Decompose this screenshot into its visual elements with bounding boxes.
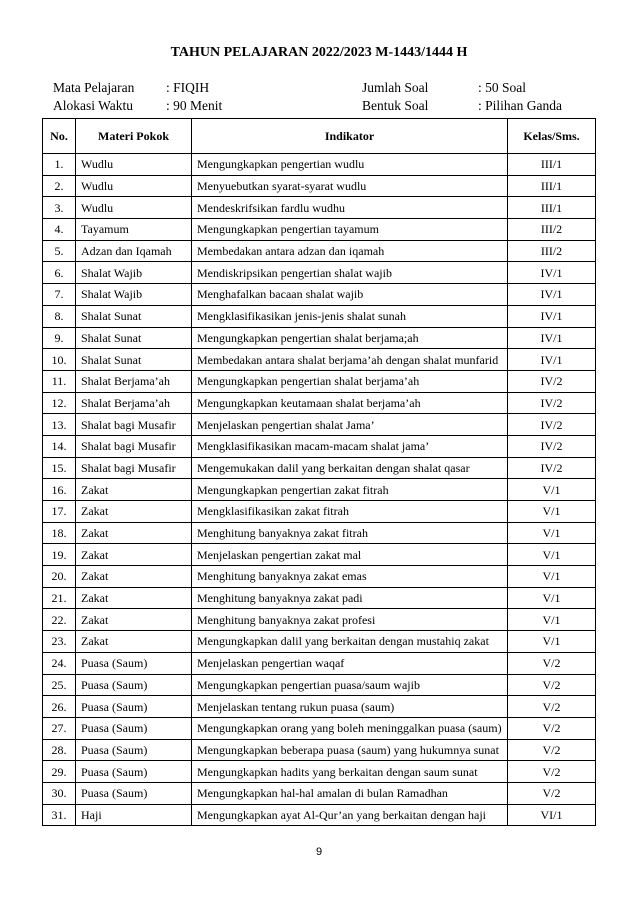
indikator-cell: Menjelaskan tentang rukun puasa (saum) [192, 696, 508, 718]
materi-pokok-cell: Shalat bagi Musafir [76, 435, 192, 457]
mapel-value: : FIQIH [166, 80, 210, 95]
indicator-table [42, 118, 596, 826]
materi-pokok-cell: Wudlu [76, 197, 192, 219]
kelas-cell: IV/2 [508, 457, 596, 479]
materi-pokok-cell: Puasa (Saum) [76, 674, 192, 696]
table-row [43, 696, 596, 718]
meta-row-2 [53, 97, 593, 115]
kelas-cell: V/2 [508, 652, 596, 674]
table-row [43, 349, 596, 371]
kelas-cell: V/1 [508, 566, 596, 588]
indikator-cell: Mengklasifikasikan jenis-jenis shalat sunah [192, 305, 508, 327]
header-kelas: Kelas/Sms. [508, 119, 596, 154]
materi-pokok-cell: Puasa (Saum) [76, 761, 192, 783]
indikator-cell: Menghitung banyaknya zakat fitrah [192, 522, 508, 544]
kelas-cell: IV/2 [508, 370, 596, 392]
header-indikator: Indikator [192, 119, 508, 154]
table-row [43, 435, 596, 457]
kelas-cell: V/1 [508, 631, 596, 653]
kelas-cell: V/2 [508, 739, 596, 761]
indikator-cell: Mengungkapkan pengertian tayamum [192, 219, 508, 241]
materi-pokok-cell: Wudlu [76, 175, 192, 197]
indikator-cell: Menghafalkan bacaan shalat wajib [192, 284, 508, 306]
table-row [43, 284, 596, 306]
indikator-cell: Mengungkapkan pengertian zakat fitrah [192, 479, 508, 501]
materi-pokok-cell: Zakat [76, 587, 192, 609]
table-row [43, 240, 596, 262]
row-number: 21. [43, 587, 76, 609]
materi-pokok-cell: Shalat bagi Musafir [76, 414, 192, 436]
row-number: 20. [43, 566, 76, 588]
table-row [43, 370, 596, 392]
kelas-cell: IV/2 [508, 414, 596, 436]
row-number: 13. [43, 414, 76, 436]
indikator-cell: Menghitung banyaknya zakat emas [192, 566, 508, 588]
table-row [43, 175, 596, 197]
materi-pokok-cell: Shalat Sunat [76, 327, 192, 349]
row-number: 27. [43, 717, 76, 739]
materi-pokok-cell: Shalat Sunat [76, 349, 192, 371]
indikator-cell: Mengemukakan dalil yang berkaitan dengan shalat qasar [192, 457, 508, 479]
table-row [43, 761, 596, 783]
materi-pokok-cell: Zakat [76, 566, 192, 588]
materi-pokok-cell: Zakat [76, 479, 192, 501]
row-number: 22. [43, 609, 76, 631]
page-number: 9 [315, 846, 323, 858]
materi-pokok-cell: Adzan dan Iqamah [76, 240, 192, 262]
indikator-cell: Mengungkapkan ayat Al-Qur’an yang berkaitan dengan haji [192, 804, 508, 826]
materi-pokok-cell: Puasa (Saum) [76, 782, 192, 804]
kelas-cell: IV/1 [508, 305, 596, 327]
materi-pokok-cell: Wudlu [76, 154, 192, 176]
kelas-cell: III/2 [508, 219, 596, 241]
row-number: 9. [43, 327, 76, 349]
indikator-cell: Mengungkapkan hadits yang berkaitan dengan saum sunat [192, 761, 508, 783]
kelas-cell: III/1 [508, 175, 596, 197]
row-number: 2. [43, 175, 76, 197]
materi-pokok-cell: Shalat Berjama’ah [76, 392, 192, 414]
kelas-cell: IV/2 [508, 392, 596, 414]
table-row [43, 501, 596, 523]
table-row [43, 631, 596, 653]
bentuk-soal-label: Bentuk Soal [362, 98, 429, 113]
row-number: 18. [43, 522, 76, 544]
materi-pokok-cell: Shalat bagi Musafir [76, 457, 192, 479]
row-number: 29. [43, 761, 76, 783]
materi-pokok-cell: Zakat [76, 631, 192, 653]
table-body [43, 154, 596, 826]
table-row [43, 544, 596, 566]
indikator-cell: Menjelaskan pengertian waqaf [192, 652, 508, 674]
row-number: 19. [43, 544, 76, 566]
row-number: 7. [43, 284, 76, 306]
table-row [43, 305, 596, 327]
indikator-cell: Mengungkapkan pengertian puasa/saum wajib [192, 674, 508, 696]
row-number: 28. [43, 739, 76, 761]
row-number: 16. [43, 479, 76, 501]
kelas-cell: V/1 [508, 544, 596, 566]
kelas-cell: V/1 [508, 479, 596, 501]
indikator-cell: Menghitung banyaknya zakat padi [192, 587, 508, 609]
indikator-cell: Mendiskripsikan pengertian shalat wajib [192, 262, 508, 284]
materi-pokok-cell: Haji [76, 804, 192, 826]
document-title: TAHUN PELAJARAN 2022/2023 M-1443/1444 H [170, 45, 468, 60]
bentuk-soal-value: : Pilihan Ganda [478, 98, 562, 113]
indikator-cell: Menghitung banyaknya zakat profesi [192, 609, 508, 631]
materi-pokok-cell: Shalat Wajib [76, 284, 192, 306]
table-header-row [43, 119, 596, 154]
table-row [43, 674, 596, 696]
table-row [43, 522, 596, 544]
table-row [43, 782, 596, 804]
row-number: 4. [43, 219, 76, 241]
indikator-cell: Menjelaskan pengertian zakat mal [192, 544, 508, 566]
indikator-cell: Mengungkapkan keutamaan shalat berjama’ah [192, 392, 508, 414]
table-row [43, 587, 596, 609]
indikator-cell: Mengungkapkan pengertian wudlu [192, 154, 508, 176]
alokasi-waktu-value: : 90 Menit [166, 98, 223, 113]
kelas-cell: VI/1 [508, 804, 596, 826]
kelas-cell: V/2 [508, 761, 596, 783]
jumlah-soal-value: : 50 Soal [478, 80, 527, 95]
materi-pokok-cell: Tayamum [76, 219, 192, 241]
materi-pokok-cell: Zakat [76, 522, 192, 544]
kelas-cell: V/2 [508, 696, 596, 718]
indikator-cell: Membedakan antara adzan dan iqamah [192, 240, 508, 262]
row-number: 17. [43, 501, 76, 523]
row-number: 12. [43, 392, 76, 414]
table-row [43, 154, 596, 176]
kelas-cell: V/2 [508, 717, 596, 739]
meta-row-1 [53, 79, 593, 97]
materi-pokok-cell: Shalat Berjama’ah [76, 370, 192, 392]
header-materi-pokok: Materi Pokok [76, 119, 192, 154]
header-no: No. [43, 119, 76, 154]
indikator-cell: Mengklasifikasikan macam-macam shalat jama’ [192, 435, 508, 457]
jumlah-soal-label: Jumlah Soal [362, 80, 429, 95]
indikator-cell: Mengungkapkan pengertian shalat berjama;ah [192, 327, 508, 349]
indikator-cell: Mengklasifikasikan zakat fitrah [192, 501, 508, 523]
kelas-cell: V/1 [508, 587, 596, 609]
table-row [43, 609, 596, 631]
row-number: 3. [43, 197, 76, 219]
row-number: 31. [43, 804, 76, 826]
meta-info [53, 79, 593, 115]
materi-pokok-cell: Shalat Sunat [76, 305, 192, 327]
kelas-cell: IV/1 [508, 284, 596, 306]
indikator-cell: Mengungkapkan orang yang boleh meninggalkan puasa (saum) [192, 717, 508, 739]
row-number: 5. [43, 240, 76, 262]
kelas-cell: V/2 [508, 674, 596, 696]
table-row [43, 804, 596, 826]
indikator-cell: Mengungkapkan beberapa puasa (saum) yang hukumnya sunat [192, 739, 508, 761]
indikator-cell: Mendeskrifsikan fardlu wudhu [192, 197, 508, 219]
table-row [43, 262, 596, 284]
table-row [43, 414, 596, 436]
indikator-cell: Mengungkapkan dalil yang berkaitan dengan mustahiq zakat [192, 631, 508, 653]
table-row [43, 479, 596, 501]
table-row [43, 652, 596, 674]
table-row [43, 392, 596, 414]
mapel-label: Mata Pelajaran [53, 80, 135, 95]
kelas-cell: V/1 [508, 501, 596, 523]
row-number: 6. [43, 262, 76, 284]
table-row [43, 717, 596, 739]
materi-pokok-cell: Puasa (Saum) [76, 652, 192, 674]
materi-pokok-cell: Zakat [76, 544, 192, 566]
kelas-cell: IV/1 [508, 262, 596, 284]
row-number: 10. [43, 349, 76, 371]
kelas-cell: V/1 [508, 522, 596, 544]
kelas-cell: III/1 [508, 154, 596, 176]
row-number: 23. [43, 631, 76, 653]
row-number: 26. [43, 696, 76, 718]
table-row [43, 739, 596, 761]
kelas-cell: IV/1 [508, 349, 596, 371]
table-row [43, 566, 596, 588]
materi-pokok-cell: Zakat [76, 609, 192, 631]
materi-pokok-cell: Shalat Wajib [76, 262, 192, 284]
kelas-cell: IV/2 [508, 435, 596, 457]
indikator-cell: Menjelaskan pengertian shalat Jama’ [192, 414, 508, 436]
row-number: 24. [43, 652, 76, 674]
materi-pokok-cell: Puasa (Saum) [76, 717, 192, 739]
indikator-cell: Mengungkapkan pengertian shalat berjama’ah [192, 370, 508, 392]
row-number: 1. [43, 154, 76, 176]
materi-pokok-cell: Zakat [76, 501, 192, 523]
row-number: 11. [43, 370, 76, 392]
table-row [43, 327, 596, 349]
row-number: 30. [43, 782, 76, 804]
row-number: 8. [43, 305, 76, 327]
materi-pokok-cell: Puasa (Saum) [76, 739, 192, 761]
alokasi-waktu-label: Alokasi Waktu [53, 98, 134, 113]
table-row [43, 219, 596, 241]
kelas-cell: V/1 [508, 609, 596, 631]
kelas-cell: IV/1 [508, 327, 596, 349]
row-number: 25. [43, 674, 76, 696]
table-row [43, 457, 596, 479]
table-row [43, 197, 596, 219]
row-number: 15. [43, 457, 76, 479]
kelas-cell: III/1 [508, 197, 596, 219]
row-number: 14. [43, 435, 76, 457]
indikator-cell: Membedakan antara shalat berjama’ah dengan shalat munfarid [192, 349, 508, 371]
indikator-cell: Mengungkapkan hal-hal amalan di bulan Ramadhan [192, 782, 508, 804]
kelas-cell: III/2 [508, 240, 596, 262]
materi-pokok-cell: Puasa (Saum) [76, 696, 192, 718]
indikator-cell: Menyuebutkan syarat-syarat wudlu [192, 175, 508, 197]
kelas-cell: V/2 [508, 782, 596, 804]
